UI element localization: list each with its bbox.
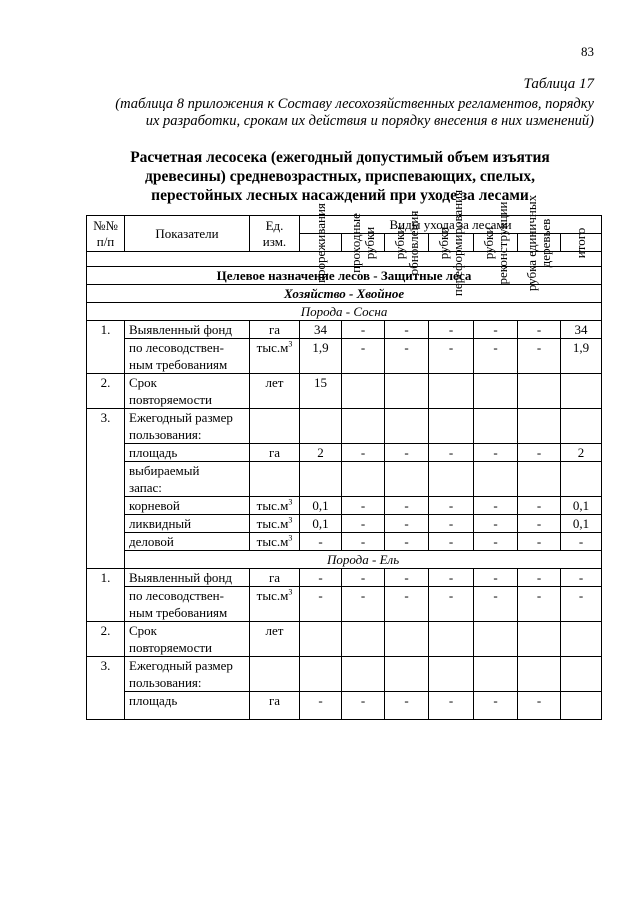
title-line1: Расчетная лесосека (ежегодный допустимый объем изъятия xyxy=(130,149,550,166)
spruce-fund-unit-m3 xyxy=(250,587,300,622)
pine-area-total: 2 xyxy=(561,444,602,462)
spruce-term-row-1 xyxy=(87,622,602,640)
spruce-fund-ha-renewal: - xyxy=(385,569,429,587)
pine-root-single: - xyxy=(518,497,561,515)
spruce-size-label-l2: пользования: xyxy=(125,674,250,692)
header-col-passing xyxy=(342,212,385,273)
pine-size-label-l1: Ежегодный размер xyxy=(125,409,250,427)
pine-business-total: - xyxy=(561,533,602,551)
section-economy: Хозяйство - Хвойное xyxy=(87,285,602,303)
spruce-fund-row-ha xyxy=(87,569,602,587)
header-col-total-text: итого xyxy=(573,227,589,258)
spruce-fund-m3-single: - xyxy=(518,587,561,622)
pine-liquid-passing: - xyxy=(342,515,385,533)
pine-term-label-l1: Срок xyxy=(125,374,250,392)
pine-business-unit xyxy=(250,533,300,551)
spruce-fund-label-l3: ным требованиям xyxy=(125,604,250,622)
table-subtitle-line2: их разработки, срокам их действия и порядку внесения в них изменений) xyxy=(145,113,594,129)
pine-area-row xyxy=(87,444,602,462)
spruce-area-total xyxy=(561,692,602,720)
spruce-fund-m3-renewal: - xyxy=(385,587,429,622)
pine-fund-m3-reform: - xyxy=(429,339,474,374)
pine-fund-m3-single: - xyxy=(518,339,561,374)
unit-sup3: 3 xyxy=(288,515,293,525)
header-col-single-trees-l1: рубка единичных xyxy=(524,194,539,291)
pine-fund-label-l2: по лесоводствен- xyxy=(125,339,250,357)
spruce-area-reconstruction: - xyxy=(474,692,518,720)
pine-business-row xyxy=(87,533,602,551)
pine-term-label-l2: повторяемости xyxy=(125,391,250,409)
pine-fund-ha-renewal: - xyxy=(385,321,429,339)
spruce-num-2: 2. xyxy=(87,622,125,657)
spruce-area-label: площадь xyxy=(125,692,250,720)
pine-stock-label-l2: запас: xyxy=(125,479,250,497)
spruce-fund-m3-reconstruction: - xyxy=(474,587,518,622)
pine-liquid-thinning: 0,1 xyxy=(300,515,342,533)
spruce-area-passing: - xyxy=(342,692,385,720)
pine-liquid-reconstruction: - xyxy=(474,515,518,533)
unit-sup3: 3 xyxy=(288,587,293,597)
spruce-area-unit: га xyxy=(250,692,300,720)
pine-term-row-1 xyxy=(87,374,602,392)
pine-fund-m3-thinning: 1,9 xyxy=(300,339,342,374)
pine-num-2: 2. xyxy=(87,374,125,409)
pine-business-single: - xyxy=(518,533,561,551)
pine-liquid-label: ликвидный xyxy=(125,515,250,533)
header-col-thinning-text: прореживания xyxy=(312,202,328,283)
pine-fund-unit-ha: га xyxy=(250,321,300,339)
spruce-fund-m3-thinning: - xyxy=(300,587,342,622)
pine-fund-label-l1: Выявленный фонд xyxy=(125,321,250,339)
unit-thm3: тыс.м xyxy=(256,340,289,355)
pine-num-3: 3. xyxy=(87,409,125,569)
unit-sup3: 3 xyxy=(288,339,293,349)
pine-fund-label-l3: ным требованиям xyxy=(125,356,250,374)
pine-fund-row-ha xyxy=(87,321,602,339)
unit-thm3: тыс.м xyxy=(256,516,289,531)
unit-sup3: 3 xyxy=(288,533,293,543)
pine-root-unit xyxy=(250,497,300,515)
header-col-reform-l2: переформирования xyxy=(450,189,465,296)
pine-size-row-1 xyxy=(87,409,602,427)
spruce-fund-unit-ha: га xyxy=(250,569,300,587)
spruce-size-row-1 xyxy=(87,657,602,675)
spruce-area-row xyxy=(87,692,602,720)
table-number: Таблица 17 xyxy=(523,76,594,92)
spruce-fund-label-l1: Выявленный фонд xyxy=(125,569,250,587)
pine-root-reconstruction: - xyxy=(474,497,518,515)
header-col-renewal xyxy=(385,210,429,275)
pine-root-row xyxy=(87,497,602,515)
header-col-passing-l1: проходные xyxy=(348,212,363,273)
pine-root-renewal: - xyxy=(385,497,429,515)
pine-area-unit: га xyxy=(250,444,300,462)
pine-area-single: - xyxy=(518,444,561,462)
pine-area-reconstruction: - xyxy=(474,444,518,462)
section-species-pine: Порода - Сосна xyxy=(87,303,602,321)
unit-thm3: тыс.м xyxy=(256,588,289,603)
section-purpose: Целевое назначение лесов - Защитные леса xyxy=(87,267,602,285)
spruce-term-label-l2: повторяемости xyxy=(125,639,250,657)
spruce-fund-ha-single: - xyxy=(518,569,561,587)
pine-fund-ha-passing: - xyxy=(342,321,385,339)
pine-business-thinning: - xyxy=(300,533,342,551)
header-col-reconstruction-l2: реконструкции xyxy=(494,200,510,285)
pine-size-label-l2: пользования: xyxy=(125,426,250,444)
header-col-reconstruction xyxy=(474,200,518,285)
pine-business-reform: - xyxy=(429,533,474,551)
header-col-thinning xyxy=(300,202,342,283)
header-col-single-trees-l2: деревьев xyxy=(538,218,553,267)
header-col-reform xyxy=(429,189,474,296)
spruce-num-3: 3. xyxy=(87,657,125,720)
pine-num-1: 1. xyxy=(87,321,125,374)
spruce-term-unit: лет xyxy=(250,622,300,657)
spruce-fund-label-l2: по лесоводствен- xyxy=(125,587,250,605)
spruce-fund-m3-total: - xyxy=(561,587,602,622)
spruce-area-single: - xyxy=(518,692,561,720)
pine-liquid-total: 0,1 xyxy=(561,515,602,533)
pine-fund-m3-reconstruction: - xyxy=(474,339,518,374)
pine-fund-ha-reform: - xyxy=(429,321,474,339)
spruce-fund-ha-thinning: - xyxy=(300,569,342,587)
pine-liquid-renewal: - xyxy=(385,515,429,533)
spruce-num-1: 1. xyxy=(87,569,125,622)
section-species-spruce: Порода - Ель xyxy=(87,551,602,569)
spruce-fund-ha-passing: - xyxy=(342,569,385,587)
pine-root-label: корневой xyxy=(125,497,250,515)
pine-fund-ha-total: 34 xyxy=(561,321,602,339)
pine-liquid-row xyxy=(87,515,602,533)
spruce-fund-ha-reconstruction: - xyxy=(474,569,518,587)
spruce-fund-m3-passing: - xyxy=(342,587,385,622)
header-col-renewal-l1: рубки xyxy=(391,226,407,259)
header-col-total xyxy=(561,227,602,258)
spruce-size-label-l1: Ежегодный размер xyxy=(125,657,250,675)
pine-business-reconstruction: - xyxy=(474,533,518,551)
pine-area-thinning: 2 xyxy=(300,444,342,462)
title-line3: перестойных лесных насаждений при уходе за лесами xyxy=(151,187,529,204)
pine-area-renewal: - xyxy=(385,444,429,462)
table-subtitle-line1: (таблица 8 приложения к Составу лесохозяйственных регламентов, порядку xyxy=(115,96,594,112)
spruce-fund-row-m3 xyxy=(87,587,602,605)
spruce-fund-ha-reform: - xyxy=(429,569,474,587)
pine-business-renewal: - xyxy=(385,533,429,551)
spruce-area-thinning: - xyxy=(300,692,342,720)
document-title xyxy=(86,148,594,205)
pine-liquid-unit xyxy=(250,515,300,533)
page-number: 83 xyxy=(581,44,594,59)
pine-root-reform: - xyxy=(429,497,474,515)
spruce-area-renewal: - xyxy=(385,692,429,720)
pine-term-unit: лет xyxy=(250,374,300,409)
pine-business-passing: - xyxy=(342,533,385,551)
pine-liquid-reform: - xyxy=(429,515,474,533)
header-col-passing-l2: рубки xyxy=(362,226,377,259)
pine-fund-ha-thinning: 34 xyxy=(300,321,342,339)
pine-fund-ha-single: - xyxy=(518,321,561,339)
pine-area-label: площадь xyxy=(125,444,250,462)
header-care-types: Виды ухода за лесами xyxy=(300,216,602,234)
header-col-reconstruction-l1: рубки xyxy=(480,226,496,259)
spruce-area-reform: - xyxy=(429,692,474,720)
pine-area-reform: - xyxy=(429,444,474,462)
header-num: №№ п/п xyxy=(87,216,125,252)
spruce-fund-ha-total: - xyxy=(561,569,602,587)
pine-fund-ha-reconstruction: - xyxy=(474,321,518,339)
pine-stock-label-l1: выбираемый xyxy=(125,462,250,480)
header-col-renewal-l2: обновления xyxy=(405,210,421,275)
header-unit: Ед. изм. xyxy=(250,216,300,252)
pine-fund-row-m3 xyxy=(87,339,602,357)
pine-fund-m3-total: 1,9 xyxy=(561,339,602,374)
pine-fund-unit-m3 xyxy=(250,339,300,374)
pine-root-thinning: 0,1 xyxy=(300,497,342,515)
pine-liquid-single: - xyxy=(518,515,561,533)
pine-root-total: 0,1 xyxy=(561,497,602,515)
pine-term-value: 15 xyxy=(300,374,342,409)
pine-area-passing: - xyxy=(342,444,385,462)
table-subtitle xyxy=(86,96,594,130)
unit-sup3: 3 xyxy=(288,497,293,507)
pine-fund-m3-passing: - xyxy=(342,339,385,374)
pine-stock-row-1 xyxy=(87,462,602,480)
pine-fund-m3-renewal: - xyxy=(385,339,429,374)
spruce-fund-m3-reform: - xyxy=(429,587,474,622)
spruce-term-label-l1: Срок xyxy=(125,622,250,640)
unit-thm3: тыс.м xyxy=(256,498,289,513)
unit-thm3: тыс.м xyxy=(256,534,289,549)
header-col-reform-l1: рубки xyxy=(436,226,451,259)
pine-root-passing: - xyxy=(342,497,385,515)
header-indicators: Показатели xyxy=(125,216,250,252)
title-line2: древесины) средневозрастных, приспевающих, спелых, xyxy=(145,168,535,185)
header-col-single-trees xyxy=(518,194,561,291)
pine-business-label: деловой xyxy=(125,533,250,551)
